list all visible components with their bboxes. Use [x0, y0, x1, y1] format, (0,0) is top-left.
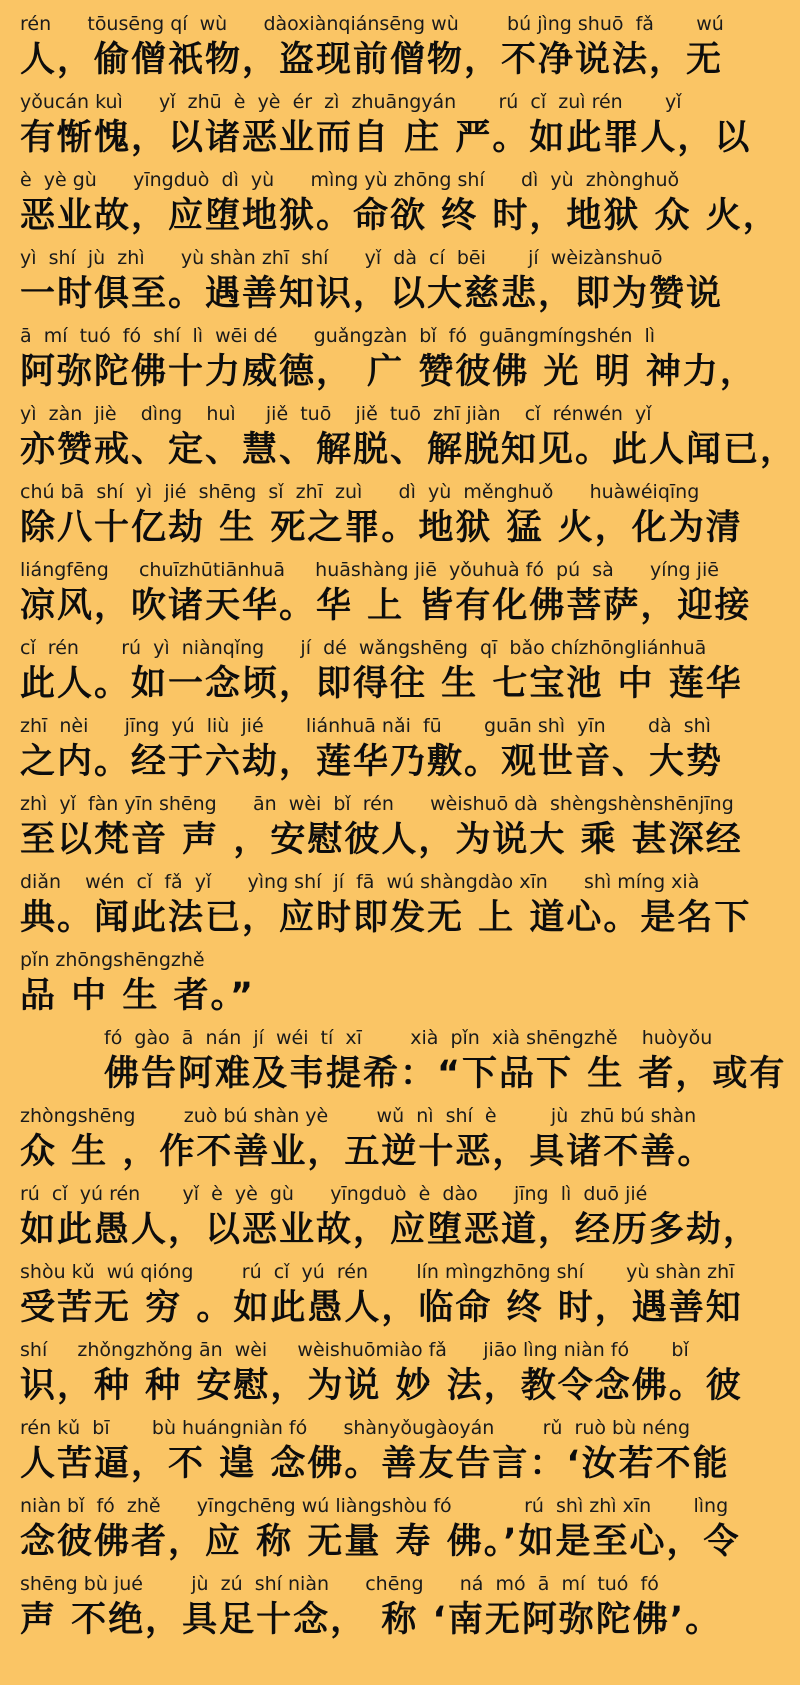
chinese-text: 亦赞戒、定、慧、解脱、解脱知见。此人闻已， — [20, 430, 798, 470]
pinyin-annotation: ā mí tuó fó shí lì wēi dé guǎngzàn bǐ fó guāngmíngshén lì — [20, 325, 656, 347]
chinese-text: 一时俱至。遇善知识，以大慈悲，即为赞说 — [20, 274, 724, 314]
chinese-text: 至以梵音 声 ，安慰彼人，为说大 乘 甚深经 — [20, 820, 743, 860]
pinyin-annotation: rén tōusēng qí wù dàoxiànqiánsēng wù bú jìng shuō fǎ wú — [20, 13, 724, 35]
text-line — [20, 636, 780, 714]
pinyin-annotation: yì zàn jiè dìng huì jiě tuō jiě tuō zhī jiàn cǐ rénwén yǐ — [20, 403, 652, 425]
pinyin-annotation: yì shí jù zhì yù shàn zhī shí yǐ dà cí bēi jí wèizànshuō — [20, 247, 663, 269]
chinese-text: 如此愚人，以恶业故，应堕恶道，经历多劫， — [20, 1210, 761, 1250]
text-line — [20, 714, 780, 792]
pinyin-annotation: diǎn wén cǐ fǎ yǐ yìng shí jí fā wú shàngdào xīn shì míng xià — [20, 871, 700, 893]
pinyin-annotation: zhì yǐ fàn yīn shēng ān wèi bǐ rén wèishuō dà shèngshènshēnjīng — [20, 793, 734, 815]
text-line — [20, 1026, 787, 1104]
chinese-text: 念彼佛者，应 称 无量 寿 佛。’如是至心，令 — [20, 1522, 741, 1562]
pinyin-annotation: rén kǔ bī bù huángniàn fó shànyǒugàoyán rǔ ruò bù néng — [20, 1417, 691, 1439]
pinyin-annotation: cǐ rén rú yì niànqǐng jí dé wǎngshēng qī bǎo chízhōngliánhuā — [20, 637, 707, 659]
chinese-text: 典。闻此法已，应时即发无 上 道心。是名下 — [20, 898, 752, 938]
pinyin-annotation: liángfēng chuīzhūtiānhuā huāshàng jiē yǒuhuà fó pú sà yíng jiē — [20, 559, 719, 581]
pinyin-annotation: shēng bù jué jù zú shí niàn chēng ná mó ā mí tuó fó — [20, 1573, 659, 1595]
pinyin-annotation: shòu kǔ wú qióng rú cǐ yú rén lín mìngzhōng shí yù shàn zhī — [20, 1261, 735, 1283]
chinese-text: 阿弥陀佛十力威德， 广 赞彼佛 光 明 神力， — [20, 352, 757, 392]
chinese-text: 识，种 种 安慰，为说 妙 法，教令念佛。彼 — [20, 1366, 743, 1406]
text-line — [20, 948, 780, 1026]
pinyin-annotation: zhī nèi jīng yú liù jié liánhuā nǎi fū guān shì yīn dà shì — [20, 715, 711, 737]
chinese-text: 凉风，吹诸天华。华 上 皆有化佛菩萨，迎接 — [20, 586, 752, 626]
chinese-text: 人，偷僧祇物，盗现前僧物，不净说法，无 — [20, 40, 724, 80]
text-line — [20, 1338, 780, 1416]
pinyin-annotation: shí zhǒngzhǒng ān wèi wèishuōmiào fǎ jiāo lìng niàn fó bǐ — [20, 1339, 689, 1361]
text-line — [20, 1182, 780, 1260]
chinese-text: 众 生 ，作不善业，五逆十恶，具诸不善。 — [20, 1132, 715, 1172]
chinese-text: 声 不绝，具足十念， 称 ‘南无阿弥陀佛’。 — [20, 1600, 723, 1640]
pinyin-annotation: chú bā shí yì jié shēng sǐ zhī zuì dì yù měnghuǒ huàwéiqīng — [20, 481, 700, 503]
pinyin-annotation: yǒucán kuì yǐ zhū è yè ér zì zhuāngyán rú cǐ zuì rén yǐ — [20, 91, 682, 113]
pinyin-annotation: fó gào ā nán jí wéi tí xī xià pǐn xià shēngzhě huòyǒu — [104, 1027, 713, 1049]
text-line — [20, 402, 798, 480]
text-line — [20, 792, 780, 870]
text-line — [20, 1572, 780, 1650]
pinyin-annotation: pǐn zhōngshēngzhě — [20, 949, 205, 971]
text-line — [20, 12, 780, 90]
text-line — [20, 90, 780, 168]
chinese-text: 此人。如一念顷，即得往 生 七宝池 中 莲华 — [20, 664, 743, 704]
chinese-text: 品 中 生 者。” — [20, 976, 256, 1016]
text-line — [20, 870, 780, 948]
text-line — [20, 1104, 780, 1182]
chinese-text: 恶业故，应堕地狱。命欲 终 时，地狱 众 火， — [20, 196, 780, 236]
pinyin-annotation: rú cǐ yú rén yǐ è yè gù yīngduò è dào jīng lì duō jié — [20, 1183, 648, 1205]
text-line — [20, 168, 780, 246]
text-line — [20, 1416, 780, 1494]
chinese-text: 人苦逼，不 遑 念佛。善友告言：‘汝若不能 — [20, 1444, 730, 1484]
text-line — [20, 558, 780, 636]
text-line — [20, 480, 780, 558]
chinese-text: 有惭愧，以诸恶业而自 庄 严。如此罪人，以 — [20, 118, 752, 158]
text-line — [20, 1260, 780, 1338]
chinese-text: 除八十亿劫 生 死之罪。地狱 猛 火，化为清 — [20, 508, 743, 548]
text-line — [20, 324, 780, 402]
text-line — [20, 1494, 780, 1572]
pinyin-annotation: zhòngshēng zuò bú shàn yè wǔ nì shí è jù zhū bú shàn — [20, 1105, 697, 1127]
chinese-text: 佛告阿难及韦提希：“下品下 生 者，或有 — [104, 1054, 787, 1094]
pinyin-annotation: è yè gù yīngduò dì yù mìng yù zhōng shí dì yù zhònghuǒ — [20, 169, 680, 191]
chinese-text: 之内。经于六劫，莲华乃敷。观世音、大势 — [20, 742, 724, 782]
text-line — [20, 246, 780, 324]
chinese-text: 受苦无 穷 。如此愚人，临命 终 时，遇善知 — [20, 1288, 743, 1328]
pinyin-annotation: niàn bǐ fó zhě yīngchēng wú liàngshòu fó rú shì zhì xīn lìng — [20, 1495, 729, 1517]
